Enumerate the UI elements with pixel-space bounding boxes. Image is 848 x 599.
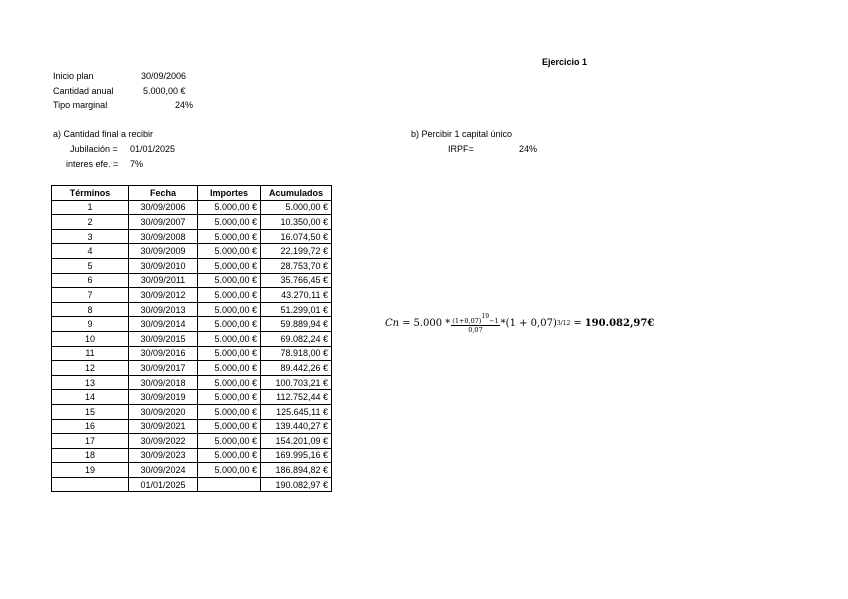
cell-acumulado: 22.199,72 € <box>261 244 332 259</box>
header-acumulados: Acumulados <box>261 186 332 201</box>
table-row <box>52 434 332 449</box>
table-row <box>52 361 332 376</box>
formula-equals-2: = <box>573 318 582 329</box>
cantidad-anual-label: Cantidad anual <box>53 86 114 96</box>
cell-fecha: 30/09/2011 <box>129 273 198 288</box>
cell-termino: 9 <box>52 317 129 332</box>
tipo-marginal-value: 24% <box>175 100 194 110</box>
interes-label: interes efe. = <box>66 159 119 169</box>
cell-fecha: 30/09/2024 <box>129 463 198 478</box>
cell-termino: 18 <box>52 448 129 463</box>
inicio-plan-value: 30/09/2006 <box>141 71 187 81</box>
irpf-value: 24% <box>519 144 538 154</box>
cell-importe: 5.000,00 € <box>198 331 261 346</box>
cell-fecha: 30/09/2020 <box>129 404 198 419</box>
cell-termino: 4 <box>52 244 129 259</box>
cell-acumulado: 169.995,16 € <box>261 448 332 463</box>
cell-fecha: 30/09/2012 <box>129 288 198 303</box>
cell-acumulado: 43.270,11 € <box>261 288 332 303</box>
cell-termino: 16 <box>52 419 129 434</box>
cell-importe: 5.000,00 € <box>198 463 261 478</box>
cell-termino: 10 <box>52 331 129 346</box>
interes-value: 7% <box>130 159 144 169</box>
accumulation-table <box>51 185 332 492</box>
table-row <box>52 477 332 492</box>
capital-formula <box>385 313 654 334</box>
cell-termino: 2 <box>52 215 129 230</box>
cell-acumulado: 190.082,97 € <box>261 477 332 492</box>
cantidad-anual-value: 5.000,00 € <box>143 86 186 96</box>
cell-termino: 17 <box>52 434 129 449</box>
table-row <box>52 229 332 244</box>
cell-termino: 7 <box>52 288 129 303</box>
cell-fecha: 30/09/2017 <box>129 361 198 376</box>
header-terminos: Términos <box>52 186 129 201</box>
formula-fraction <box>451 313 499 334</box>
cell-acumulado: 186.894,82 € <box>261 463 332 478</box>
cell-fecha: 30/09/2018 <box>129 375 198 390</box>
cell-importe: 5.000,00 € <box>198 448 261 463</box>
table-header-row <box>52 186 332 201</box>
formula-num-tail: −1 <box>489 317 499 325</box>
cell-acumulado: 59.889,94 € <box>261 317 332 332</box>
cell-importe: 5.000,00 € <box>198 302 261 317</box>
cell-termino: 8 <box>52 302 129 317</box>
formula-result: 190.082,97€ <box>584 318 655 329</box>
table-row <box>52 375 332 390</box>
cell-termino <box>52 477 129 492</box>
table-row <box>52 215 332 230</box>
formula-num-exp: 19 <box>481 313 490 320</box>
cell-importe: 5.000,00 € <box>198 404 261 419</box>
cell-importe: 5.000,00 € <box>198 361 261 376</box>
cell-acumulado: 28.753,70 € <box>261 258 332 273</box>
formula-numerator <box>451 313 499 326</box>
formula-equals: = <box>402 318 411 329</box>
cell-importe: 5.000,00 € <box>198 346 261 361</box>
table-row <box>52 346 332 361</box>
cell-acumulado: 139.440,27 € <box>261 419 332 434</box>
header-fecha: Fecha <box>129 186 198 201</box>
cell-acumulado: 125.645,11 € <box>261 404 332 419</box>
cell-fecha: 30/09/2008 <box>129 229 198 244</box>
cell-fecha: 30/09/2021 <box>129 419 198 434</box>
cell-termino: 19 <box>52 463 129 478</box>
table-row <box>52 317 332 332</box>
table-row <box>52 258 332 273</box>
cell-acumulado: 78.918,00 € <box>261 346 332 361</box>
table-row <box>52 302 332 317</box>
cell-importe: 5.000,00 € <box>198 200 261 215</box>
table-row <box>52 288 332 303</box>
cell-fecha: 30/09/2015 <box>129 331 198 346</box>
table-row <box>52 419 332 434</box>
formula-num-base: (1+0,07) <box>452 317 482 325</box>
cell-importe: 5.000,00 € <box>198 258 261 273</box>
formula-mult: *(1 + 0,07) <box>500 318 557 329</box>
cell-acumulado: 16.074,50 € <box>261 229 332 244</box>
inicio-plan-label: Inicio plan <box>53 71 94 81</box>
header-importes: Importes <box>198 186 261 201</box>
cell-importe: 5.000,00 € <box>198 288 261 303</box>
table-row <box>52 244 332 259</box>
cell-fecha: 30/09/2022 <box>129 434 198 449</box>
jubilacion-value: 01/01/2025 <box>130 144 176 154</box>
cell-acumulado: 5.000,00 € <box>261 200 332 215</box>
table-row <box>52 200 332 215</box>
cell-termino: 3 <box>52 229 129 244</box>
jubilacion-label: Jubilación = <box>70 144 118 154</box>
cell-fecha: 30/09/2013 <box>129 302 198 317</box>
cell-acumulado: 35.766,45 € <box>261 273 332 288</box>
table-row <box>52 448 332 463</box>
cell-fecha: 30/09/2016 <box>129 346 198 361</box>
cell-acumulado: 154.201,09 € <box>261 434 332 449</box>
cell-importe: 5.000,00 € <box>198 390 261 405</box>
cell-termino: 15 <box>52 404 129 419</box>
exercise-title: Ejercicio 1 <box>542 57 588 67</box>
cell-termino: 6 <box>52 273 129 288</box>
cell-termino: 13 <box>52 375 129 390</box>
cell-termino: 12 <box>52 361 129 376</box>
irpf-label: IRPF= <box>448 144 474 154</box>
cell-importe: 5.000,00 € <box>198 419 261 434</box>
cell-fecha: 30/09/2023 <box>129 448 198 463</box>
cell-importe: 5.000,00 € <box>198 375 261 390</box>
cell-acumulado: 112.752,44 € <box>261 390 332 405</box>
formula-denominator: 0,07 <box>468 326 483 334</box>
table-row <box>52 331 332 346</box>
tipo-marginal-label: Tipo marginal <box>53 100 108 110</box>
cell-acumulado: 89.442,26 € <box>261 361 332 376</box>
table-row <box>52 390 332 405</box>
cell-fecha: 01/01/2025 <box>129 477 198 492</box>
table-row <box>52 463 332 478</box>
cell-fecha: 30/09/2006 <box>129 200 198 215</box>
table-row <box>52 273 332 288</box>
cell-fecha: 30/09/2009 <box>129 244 198 259</box>
table-row <box>52 404 332 419</box>
cell-fecha: 30/09/2019 <box>129 390 198 405</box>
cell-importe: 5.000,00 € <box>198 215 261 230</box>
cell-importe: 5.000,00 € <box>198 273 261 288</box>
cell-termino: 5 <box>52 258 129 273</box>
section-a-title: a) Cantidad final a recibir <box>53 129 154 139</box>
cell-termino: 14 <box>52 390 129 405</box>
cell-fecha: 30/09/2010 <box>129 258 198 273</box>
cell-acumulado: 69.082,24 € <box>261 331 332 346</box>
cell-fecha: 30/09/2007 <box>129 215 198 230</box>
cell-importe: 5.000,00 € <box>198 317 261 332</box>
cell-importe: 5.000,00 € <box>198 434 261 449</box>
formula-lhs: Cn <box>385 318 400 329</box>
cell-fecha: 30/09/2014 <box>129 317 198 332</box>
cell-importe: 5.000,00 € <box>198 229 261 244</box>
cell-acumulado: 51.299,01 € <box>261 302 332 317</box>
section-b-title: b) Percibir 1 capital único <box>411 129 513 139</box>
cell-termino: 1 <box>52 200 129 215</box>
cell-importe <box>198 477 261 492</box>
cell-acumulado: 100.703,21 € <box>261 375 332 390</box>
cell-termino: 11 <box>52 346 129 361</box>
cell-importe: 5.000,00 € <box>198 244 261 259</box>
cell-acumulado: 10.350,00 € <box>261 215 332 230</box>
formula-coef: 5.000 * <box>413 318 451 329</box>
formula-exp: 3/12 <box>556 320 571 327</box>
